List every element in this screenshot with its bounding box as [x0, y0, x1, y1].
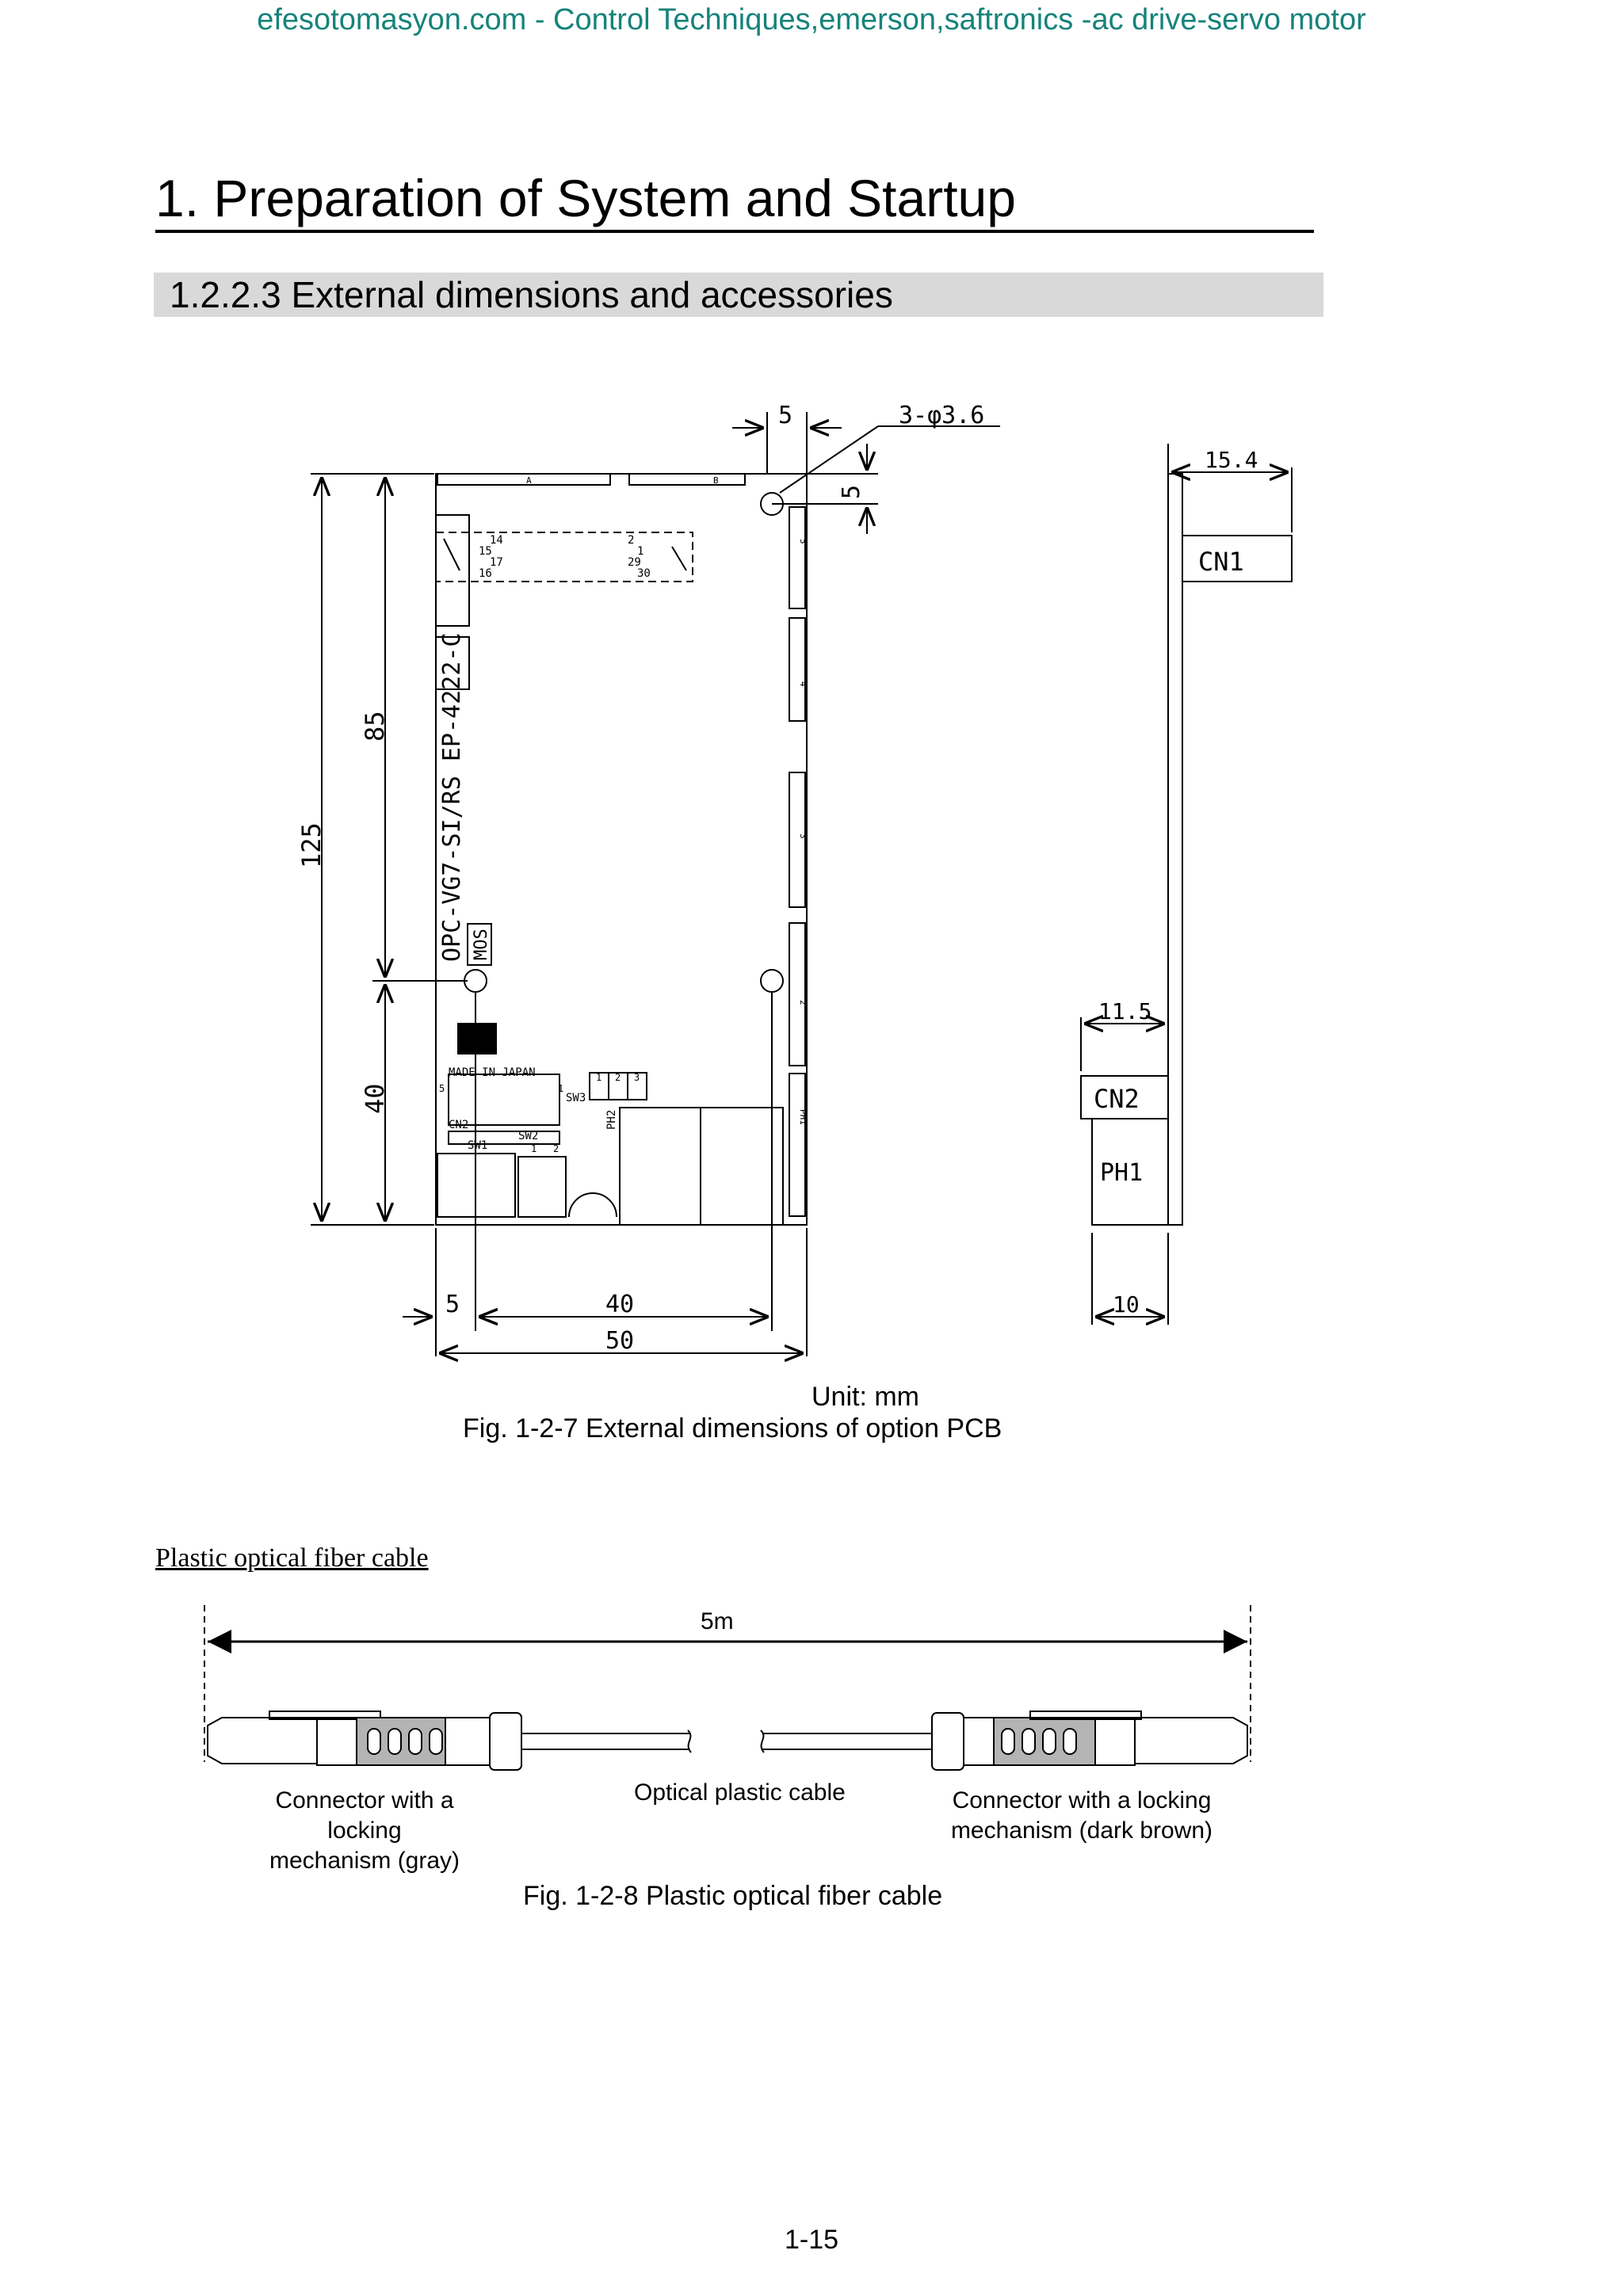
left-connector-label-line1: Connector with a locking: [275, 1787, 454, 1844]
svg-text:16: 16: [479, 567, 492, 580]
dim-side-bottom: 10: [1113, 1291, 1140, 1318]
side-view-board: [1168, 474, 1182, 1225]
svg-text:1: 1: [531, 1143, 537, 1154]
board-sw3: SW3: [566, 1092, 586, 1104]
cable-label: Optical plastic cable: [634, 1779, 846, 1806]
board-ph2: PH2: [605, 1109, 618, 1130]
side-label-cn2: CN2: [1094, 1084, 1140, 1114]
left-connector-label-line2: mechanism (gray): [269, 1848, 460, 1874]
board-cn2: CN2: [449, 1119, 469, 1131]
page-number: 1-15: [784, 2225, 839, 2255]
svg-text:1: 1: [637, 545, 644, 558]
chapter-title: 1. Preparation of System and Startup: [155, 166, 1314, 233]
side-label-cn1: CN1: [1198, 547, 1244, 577]
right-connector-label-line2: mechanism (dark brown): [950, 1817, 1213, 1844]
edge-connector-a: [437, 474, 610, 485]
svg-text:29: 29: [628, 556, 641, 569]
sw2-block: [518, 1157, 566, 1217]
dim-height-total: 125: [296, 822, 327, 868]
edge-connector-b: [629, 474, 745, 485]
figure1-caption: Fig. 1-2-7 External dimensions of option PCB: [463, 1413, 1002, 1444]
section-title: 1.2.2.3 External dimensions and accessories: [154, 273, 1323, 317]
dim-side-mid: 11.5: [1098, 998, 1152, 1024]
left-connector-body: [208, 1718, 317, 1764]
svg-text:3: 3: [634, 1072, 640, 1083]
svg-text:2: 2: [628, 534, 635, 547]
dim-side-top: 15.4: [1205, 447, 1258, 473]
svg-text:1: 1: [596, 1072, 602, 1083]
dim-width-total: 50: [605, 1327, 635, 1355]
svg-text:30: 30: [637, 567, 651, 580]
svg-text:5: 5: [798, 539, 808, 544]
dim-width-mid: 40: [605, 1291, 635, 1318]
figure2-caption: Fig. 1-2-8 Plastic optical fiber cable: [523, 1881, 943, 1911]
dim-right-offset: 5: [838, 484, 865, 499]
cable-length-label: 5m: [701, 1608, 734, 1634]
dim-width-left: 5: [445, 1291, 460, 1318]
svg-text:2: 2: [798, 1000, 808, 1005]
right-connector-body: [1135, 1718, 1247, 1764]
svg-text:A: A: [526, 475, 532, 486]
svg-text:3: 3: [798, 833, 808, 839]
mounting-hole-left: [464, 970, 487, 992]
figure1-unit: Unit: mm: [812, 1382, 919, 1412]
side-label-ph1: PH1: [1100, 1159, 1144, 1187]
board-sw1: SW1: [468, 1139, 488, 1152]
hole-label: 3-φ3.6: [899, 402, 985, 429]
connector-cn1-outline: [436, 532, 693, 582]
svg-text:PH1: PH1: [798, 1109, 808, 1125]
svg-text:2: 2: [615, 1072, 621, 1083]
svg-text:2: 2: [553, 1143, 559, 1154]
pcb-outline: [436, 474, 807, 1225]
site-banner: efesotomasyon.com - Control Techniques,emerson,saftronics -ac drive-servo motor: [257, 3, 1366, 36]
dim-top-offset: 5: [778, 402, 793, 429]
right-connector-label-line1: Connector with a locking: [952, 1787, 1212, 1814]
svg-text:14: 14: [490, 534, 503, 547]
board-model-text: OPC-VG7-SI/RS EP-4222-C: [438, 632, 466, 962]
svg-text:4: 4: [798, 681, 808, 687]
dim-height-upper: 85: [360, 711, 390, 742]
dim-height-lower: 40: [360, 1083, 390, 1114]
left-connector-label: [238, 1786, 491, 1876]
cable-section-title: Plastic optical fiber cable: [155, 1543, 429, 1573]
svg-text:1: 1: [558, 1083, 564, 1094]
mounting-hole-mid: [761, 970, 783, 992]
svg-text:5: 5: [439, 1083, 445, 1094]
svg-text:B: B: [713, 475, 719, 486]
board-made-in: MADE IN JAPAN: [449, 1066, 536, 1079]
svg-text:17: 17: [490, 556, 503, 569]
board-mos-text: MOS: [472, 929, 491, 960]
right-connector-label: [943, 1786, 1220, 1846]
svg-text:15: 15: [479, 545, 492, 558]
board-sw2: SW2: [518, 1130, 539, 1142]
